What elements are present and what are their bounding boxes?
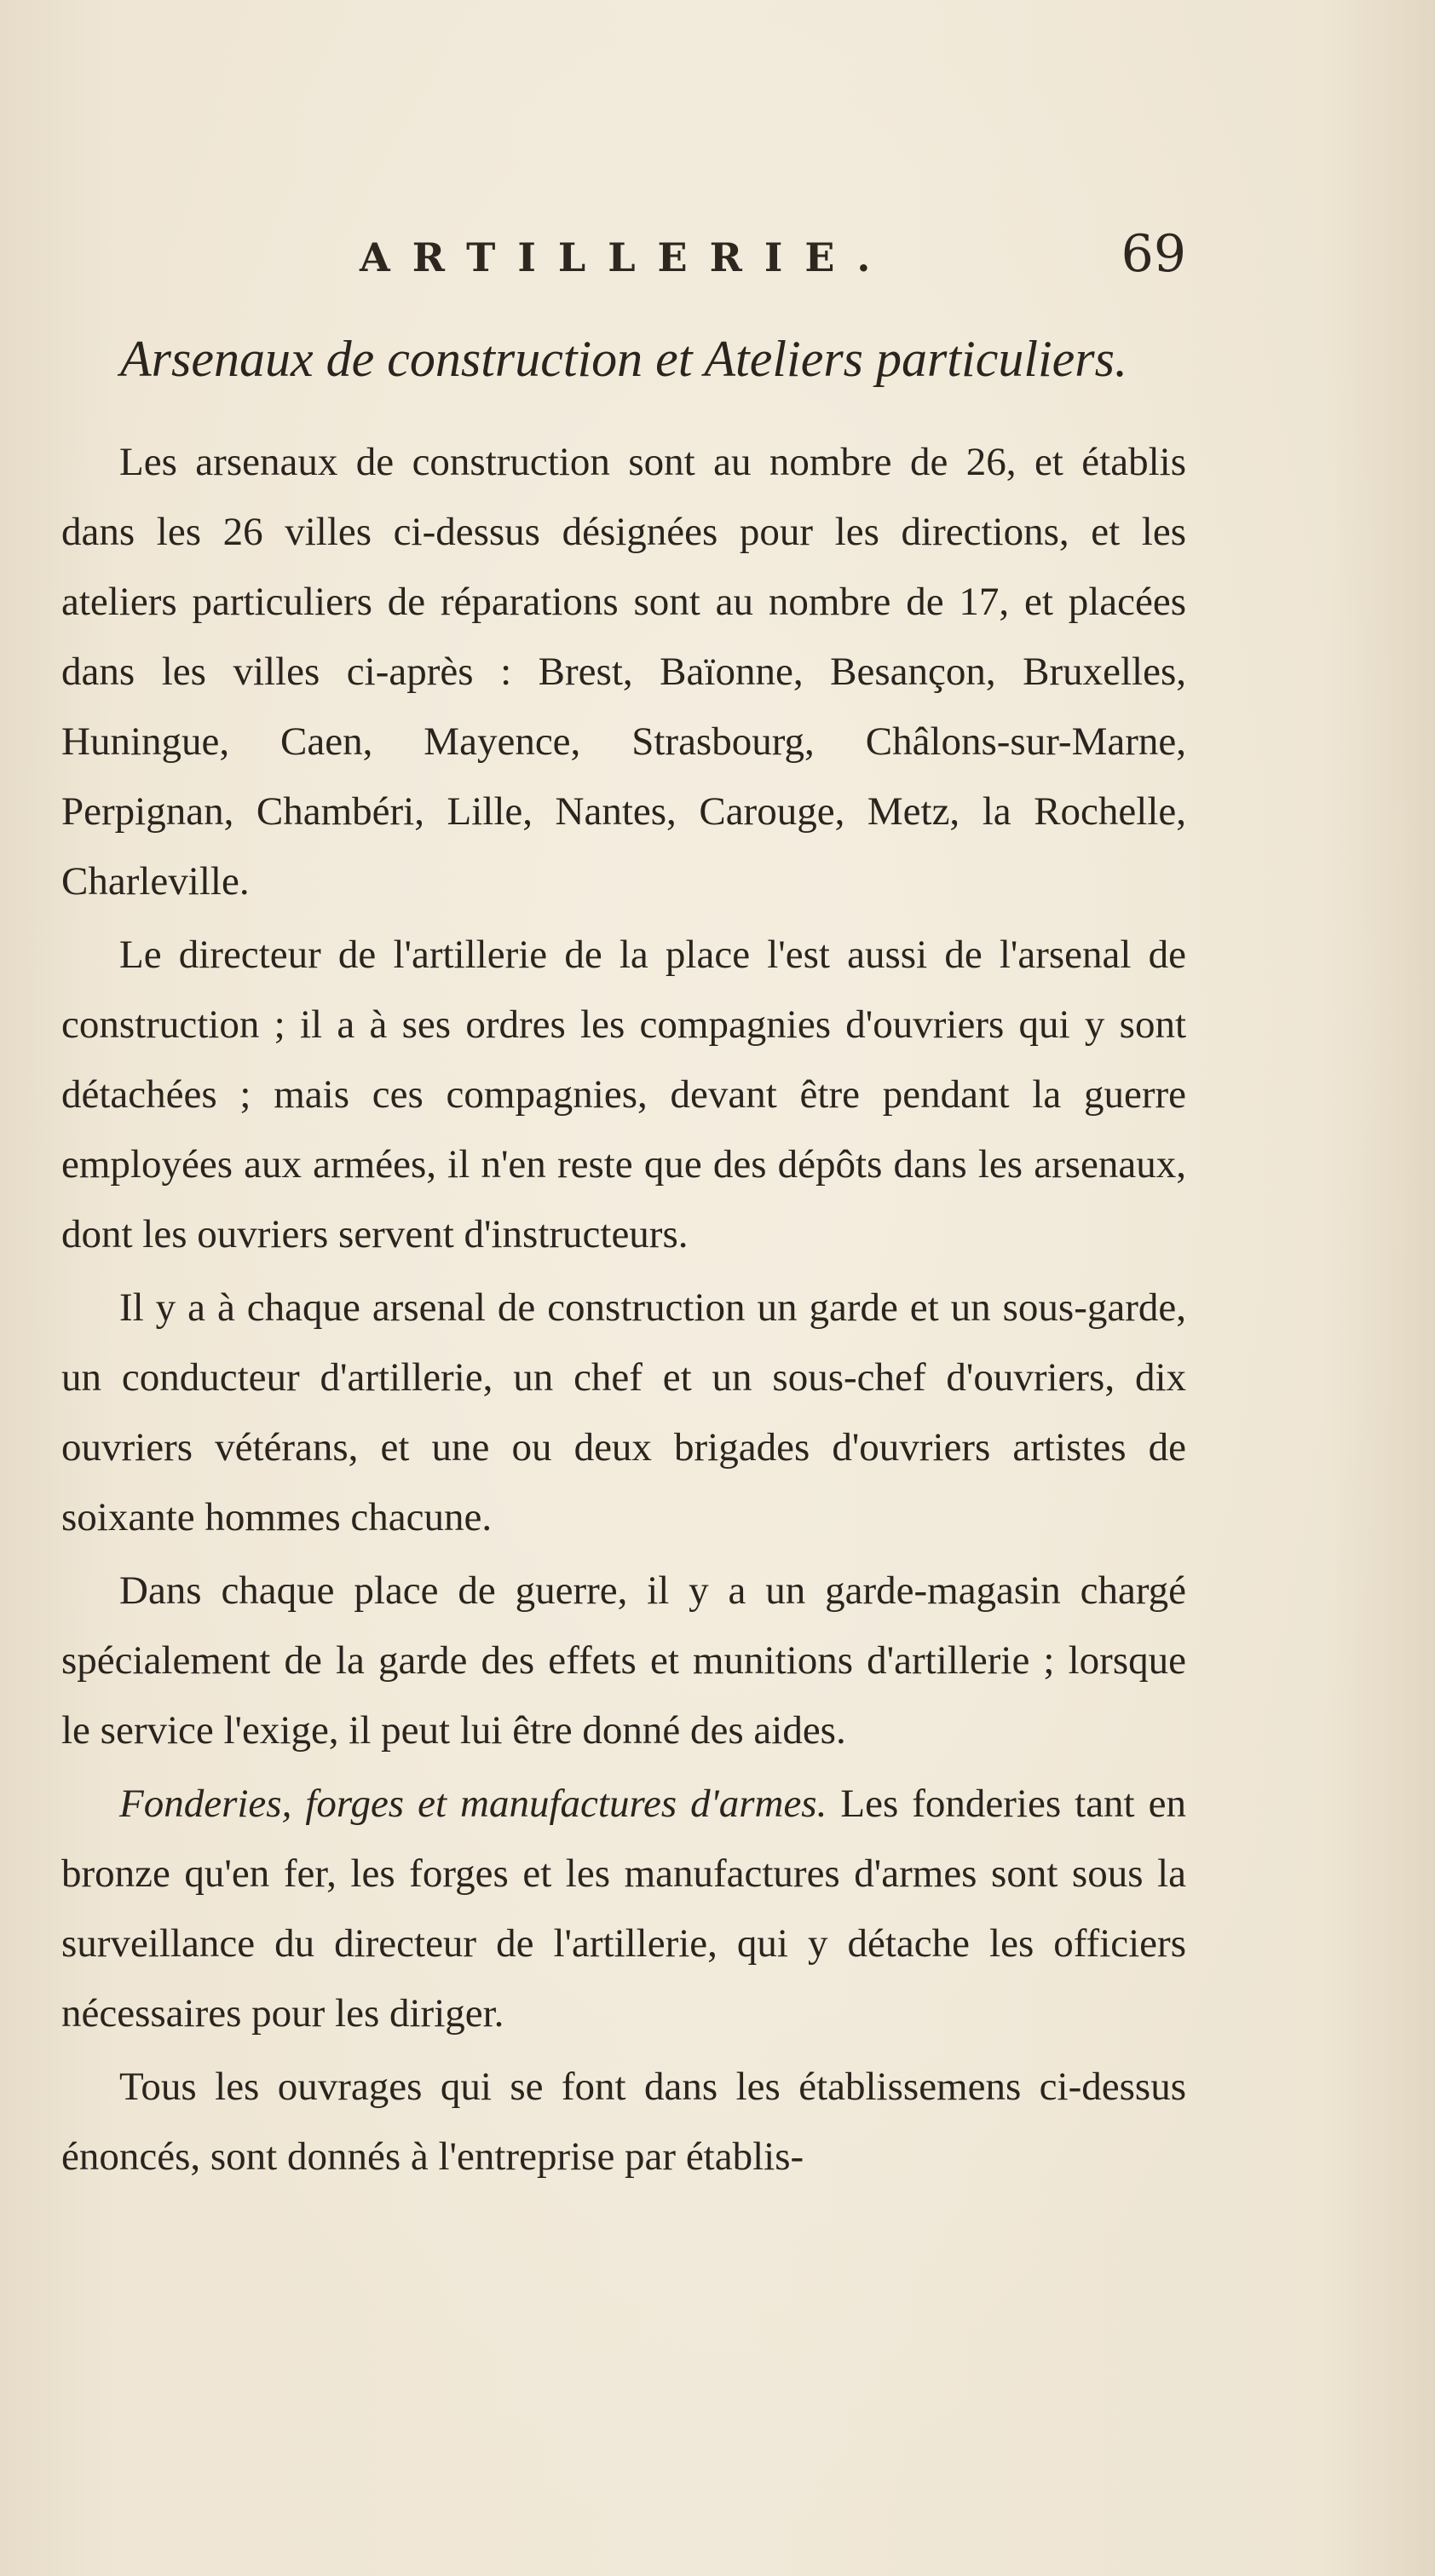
page-number: 69 bbox=[1121, 224, 1186, 284]
paragraph-ouvrages bbox=[61, 2052, 1186, 2192]
paragraph-text: Le directeur de l'artillerie de la place l'est aussi de l'arsenal de construction ; il a à ses ordres les compagnies d'ouvriers qui y sont détachées ; mais ces compagnies, devant être pendant la guerre employées aux armées, il n'en reste que des dépôts dans les arsenaux, dont les ouvriers servent d'instructeurs. bbox=[61, 933, 1186, 1256]
running-title: ARTILLERIE. bbox=[360, 234, 893, 280]
paragraph-arsenaux bbox=[61, 427, 1186, 916]
paragraph-fonderies bbox=[61, 1769, 1186, 2048]
paragraph-text: Il y a à chaque arsenal de construction un garde et un sous-garde, un conducteur d'artillerie, un chef et un sous-chef d'ouvriers, dix ouvriers vétérans, et une ou deux brigades d'ouvriers artistes de soixante hommes chacune. bbox=[61, 1285, 1186, 1539]
paragraph-text: Tous les ouvrages qui se font dans les établissemens ci-dessus énoncés, sont donnés à l'entreprise par établis- bbox=[61, 2065, 1186, 2179]
text-block bbox=[61, 200, 1186, 2195]
paragraph-text: Les fonderies tant en bronze qu'en fer, les forges et les manufactures d'armes sont sous la surveillance du directeur de l'artillerie, qui y détache les officiers nécessaires pour les diriger. bbox=[61, 1782, 1186, 2036]
paragraph-garde-magasin bbox=[61, 1556, 1186, 1765]
paragraph-directeur bbox=[61, 920, 1186, 1269]
section-title: Arsenaux de construction et Ateliers particuliers. bbox=[119, 331, 1128, 387]
paragraph-italic-lead: Fonderies, forges et manufactures d'armes. bbox=[119, 1782, 827, 1826]
running-head bbox=[61, 200, 1186, 311]
paragraph-text: Les arsenaux de construction sont au nombre de 26, et établis dans les 26 villes ci-dessus désignées pour les directions, et les ateliers particuliers de réparations sont au nombre de 17, et placées dans les villes ci-après : Brest, Baïonne, Besançon, Bruxelles, Huningue, Caen, Mayence, Strasbourg, Châlons-sur-Marne, Perpignan, Chambéri, Lille, Nantes, Carouge, Metz, la Rochelle, Charleville. bbox=[61, 440, 1186, 904]
paragraph-garde bbox=[61, 1273, 1186, 1552]
paragraph-text: Dans chaque place de guerre, il y a un garde-magasin chargé spécialement de la garde des effets et munitions d'artillerie ; lorsque le service l'exige, il peut lui être donné des aides. bbox=[61, 1568, 1186, 1753]
body-text bbox=[61, 427, 1186, 2192]
